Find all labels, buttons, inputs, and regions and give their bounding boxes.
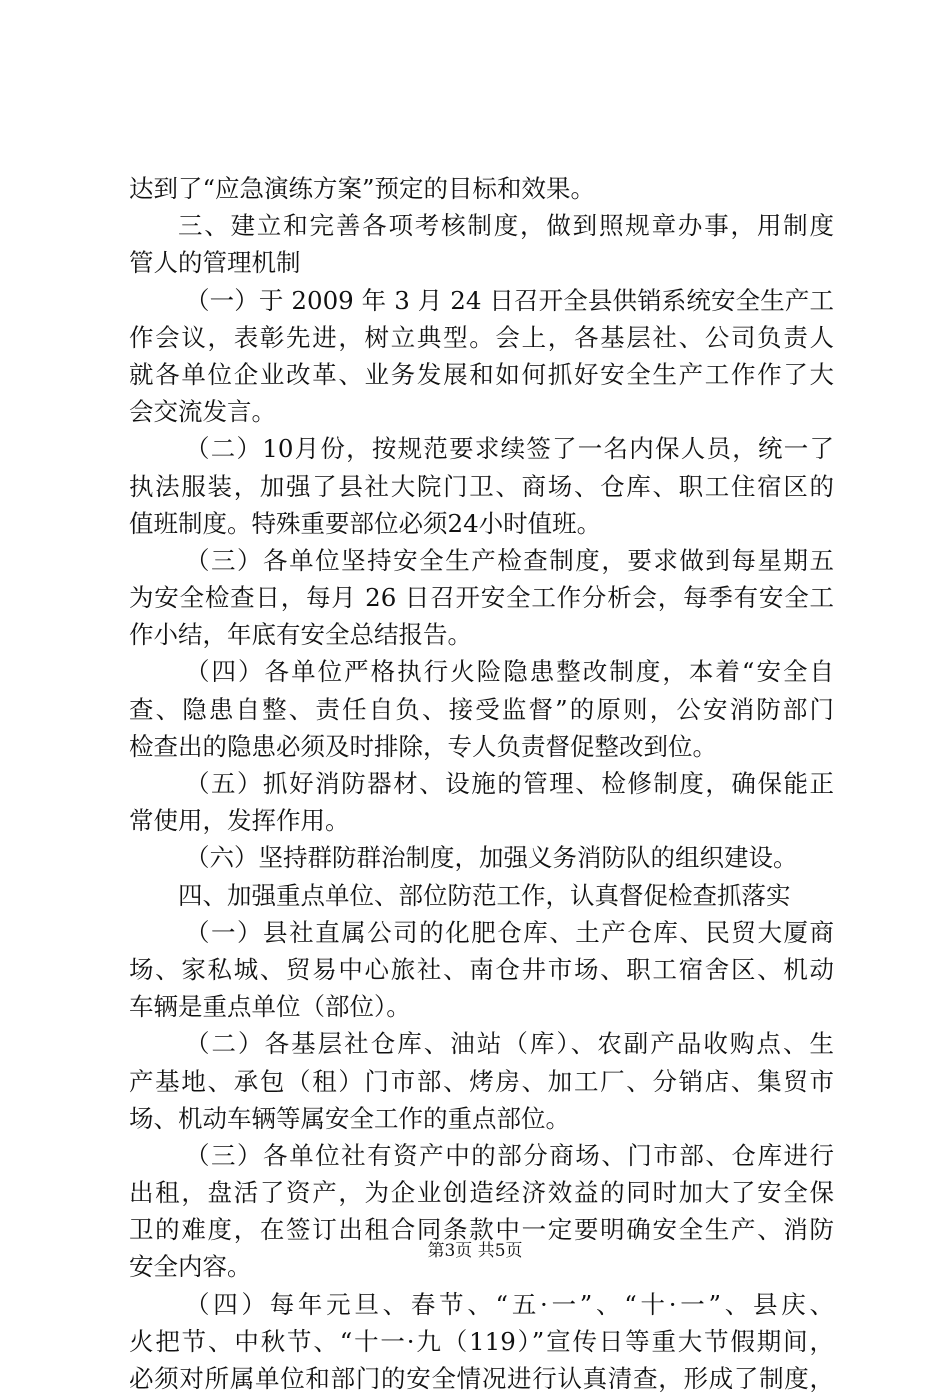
text-line: 为安全检查日，每月 26 日召开安全工作分析会，每季有安全工 (129, 583, 834, 613)
text-line: （五）抓好消防器材、设施的管理、检修制度，确保能正 (185, 769, 834, 798)
text-line: （二）10月份，按规范要求续签了一名内保人员，统一了 (185, 434, 834, 464)
text-line: 安全内容。 (129, 1252, 252, 1282)
text-line: （四）每年元旦、春节、“五·一”、“十·一”、县庆、 (185, 1289, 834, 1319)
text-line: （一）县社直属公司的化肥仓库、土产仓库、民贸大厦商 (185, 917, 834, 947)
text-line: 车辆是重点单位（部位）。 (129, 992, 411, 1022)
text-line: （四）各单位严格执行火险隐患整改制度，本着“安全自 (185, 657, 834, 687)
text-line: 常使用，发挥作用。 (129, 806, 350, 836)
section-heading: 四、加强重点单位、部位防范工作，认真督促检查抓落实 (178, 880, 791, 910)
text-line: 场、家私城、贸易中心旅社、南仓井市场、职工宿舍区、机动 (129, 954, 834, 984)
text-line: 执法服装，加强了县社大院门卫、商场、仓库、职工住宿区的 (129, 471, 834, 501)
text-line: （三）各单位坚持安全生产检查制度，要求做到每星期五 (185, 545, 834, 575)
text-line: （三）各单位社有资产中的部分商场、门市部、仓库进行 (185, 1140, 834, 1170)
text-line: 作小结，年底有安全总结报告。 (129, 620, 472, 650)
text-line: 值班制度。特殊重要部位必须24小时值班。 (129, 508, 602, 538)
text-line: 作会议，表彰先进，树立典型。会上，各基层社、公司负责人 (129, 322, 834, 352)
text-line: 就各单位企业改革、业务发展和如何抓好安全生产工作作了大 (129, 359, 834, 389)
text-line: 达到了“应急演练方案”预定的目标和效果。 (129, 174, 596, 203)
text-line: 查、隐患自整、责任自负、接受监督”的原则，公安消防部门 (129, 694, 834, 724)
text-line: 卫的难度，在签订出租合同条款中一定要明确安全生产、消防 (129, 1215, 834, 1245)
text-line: 场、机动车辆等属安全工作的重点部位。 (129, 1103, 570, 1133)
document-body (129, 170, 834, 1397)
text-line: （一）于 2009 年 3 月 24 日召开全县供销系统安全生产工 (185, 285, 834, 315)
text-line: 产基地、承包（租）门市部、烤房、加工厂、分销店、集贸市 (129, 1066, 834, 1096)
text-line: 火把节、中秋节、“十一·九（119）”宣传日等重大节假期间， (129, 1326, 834, 1356)
text-line: （二）各基层社仓库、油站（库）、农副产品收购点、生 (185, 1029, 834, 1059)
section-heading: 三、建立和完善各项考核制度，做到照规章办事，用制度 (178, 211, 834, 241)
text-line: （六）坚持群防群治制度，加强义务消防队的组织建设。 (185, 843, 798, 873)
text-line: 必须对所属单位和部门的安全情况进行认真清查，形成了制度， (129, 1364, 834, 1393)
section-heading-cont: 管人的管理机制 (129, 248, 301, 278)
page-footer: 第3页 共5页 (427, 1241, 523, 1261)
text-line: 会交流发言。 (129, 397, 276, 427)
text-line: 检查出的隐患必须及时排除，专人负责督促整改到位。 (129, 731, 717, 761)
text-line: 出租，盘活了资产，为企业创造经济效益的同时加大了安全保 (129, 1178, 834, 1208)
